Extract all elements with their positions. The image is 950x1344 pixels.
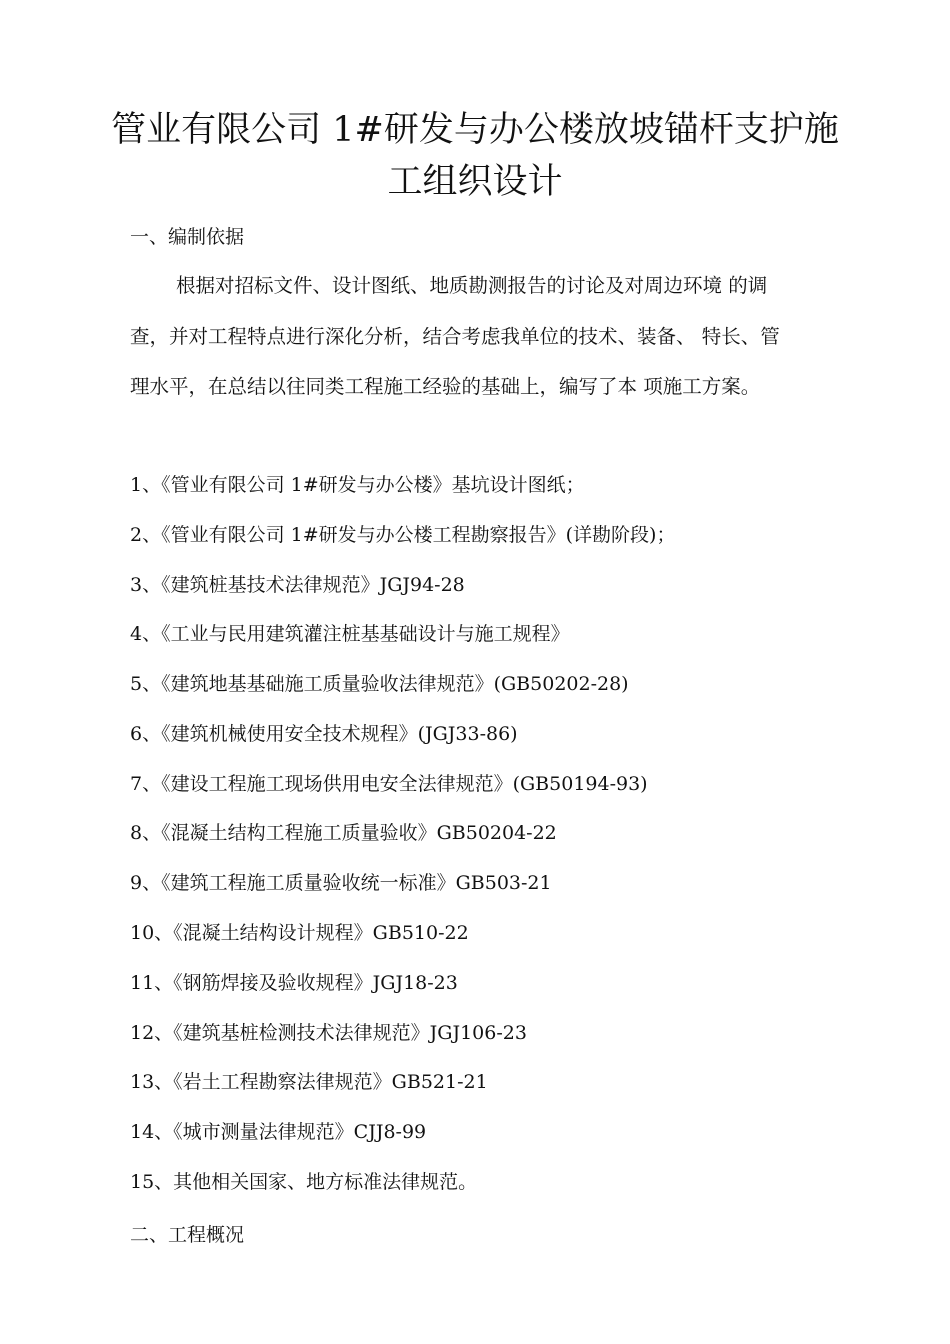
- section-heading-project-overview: 二、工程概况: [130, 1224, 245, 1246]
- reference-item: 3、《建筑桩基技术法律规范》JGJ94-28: [130, 574, 465, 596]
- reference-item: 10、《混凝土结构设计规程》GB510-22: [130, 922, 469, 944]
- document-title-line-1: 管业有限公司 1#研发与办公楼放坡锚杆支护施: [111, 110, 839, 150]
- intro-paragraph-line-1: 根据对招标文件、设计图纸、地质勘测报告的讨论及对周边环境 的调: [176, 274, 768, 297]
- section-heading-compilation-basis: 一、编制依据: [130, 226, 245, 248]
- intro-paragraph-line-3: 理水平，在总结以往同类工程施工经验的基础上，编写了本 项施工方案。: [130, 375, 761, 398]
- reference-item: 7、《建设工程施工现场供用电安全法律规范》(GB50194-93): [130, 773, 648, 795]
- intro-paragraph-line-2: 查，并对工程特点进行深化分析，结合考虑我单位的技术、装备、 特长、管: [130, 325, 780, 348]
- reference-item: 14、《城市测量法律规范》CJJ8-99: [130, 1121, 427, 1143]
- reference-item: 4、《工业与民用建筑灌注桩基基础设计与施工规程》: [130, 623, 570, 645]
- reference-item: 5、《建筑地基基础施工质量验收法律规范》(GB50202-28): [130, 673, 629, 695]
- reference-item: 11、《钢筋焊接及验收规程》JGJ18-23: [130, 972, 458, 994]
- reference-item: 9、《建筑工程施工质量验收统一标准》GB503-21: [130, 872, 552, 894]
- reference-item: 12、《建筑基桩检测技术法律规范》JGJ106-23: [130, 1022, 527, 1044]
- reference-item: 8、《混凝土结构工程施工质量验收》GB50204-22: [130, 822, 557, 844]
- reference-item: 15、其他相关国家、地方标准法律规范。: [130, 1171, 478, 1193]
- reference-item: 6、《建筑机械使用安全技术规程》(JGJ33-86): [130, 723, 518, 745]
- reference-item: 13、《岩土工程勘察法律规范》GB521-21: [130, 1071, 488, 1093]
- reference-item: 2、《管业有限公司 1#研发与办公楼工程勘察报告》(详勘阶段)；: [130, 524, 676, 546]
- reference-item: 1、《管业有限公司 1#研发与办公楼》基坑设计图纸；: [130, 474, 585, 496]
- document-title-line-2: 工组织设计: [387, 162, 563, 202]
